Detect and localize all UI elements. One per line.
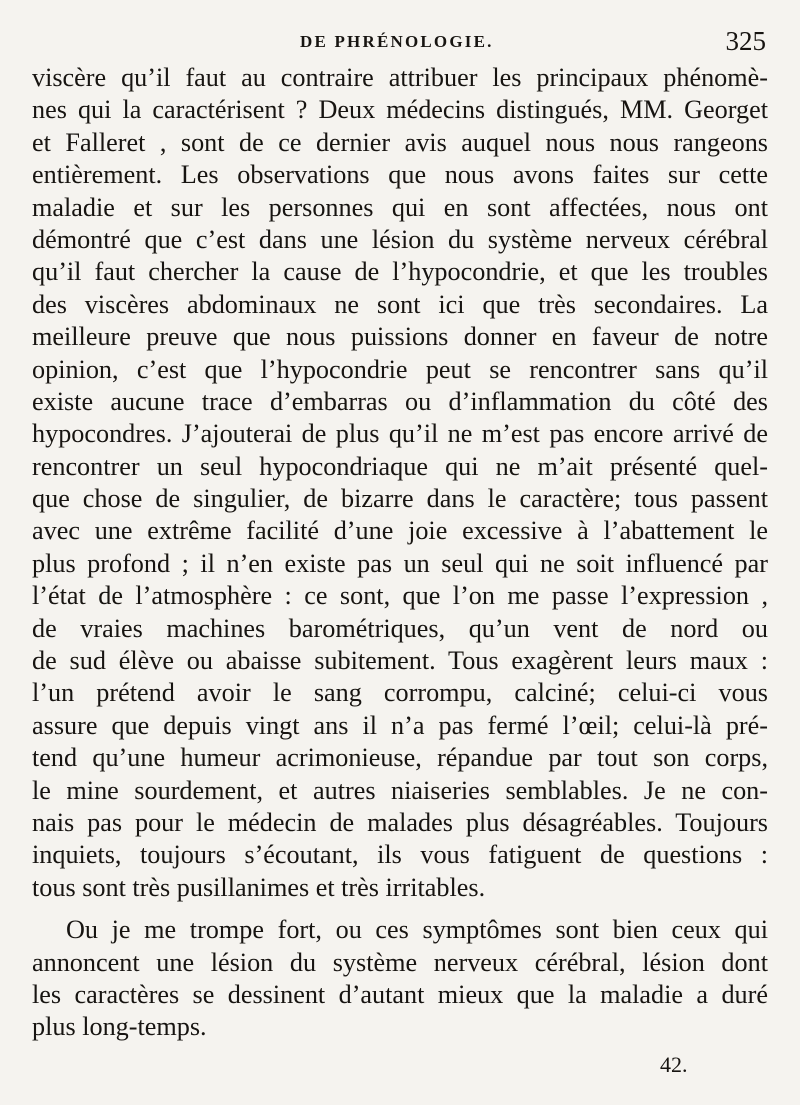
text-line: nais pas pour le médecin de malades plus désagréables. Toujours: [32, 807, 768, 837]
text-line: Ou je me trompe fort, ou ces symptômes sont bien ceux qui: [66, 915, 768, 945]
page-number: 325: [725, 26, 766, 56]
running-title: DE PHRÉNOLOGIE.: [300, 32, 494, 51]
text-line: avec une extrême facilité d’une joie excessive à l’abattement le: [32, 516, 768, 546]
body-text: [32, 62, 768, 1044]
text-line: les caractères se dessinent d’autant mieux que la maladie a duré: [32, 979, 768, 1009]
text-line: démontré que c’est dans une lésion du système nerveux cérébral: [32, 224, 768, 254]
text-line: hypocondres. J’ajouterai de plus qu’il ne m’est pas encore arrivé de: [32, 419, 768, 449]
text-line: le mine sourdement, et autres niaiseries semblables. Je ne con-: [32, 775, 768, 805]
text-line: plus profond ; il n’en existe pas un seul qui ne soit influencé par: [32, 548, 768, 578]
text-line: rencontrer un seul hypocondriaque qui ne m’ait présenté quel-: [32, 451, 768, 481]
text-line: tend qu’une humeur acrimonieuse, répandue par tout son corps,: [32, 743, 768, 773]
text-line: existe aucune trace d’embarras ou d’inflammation du côté des: [32, 386, 768, 416]
text-line: des viscères abdominaux ne sont ici que très secondaires. La: [32, 289, 768, 319]
text-line: annoncent une lésion du système nerveux cérébral, lésion dont: [32, 947, 768, 977]
text-line: l’un prétend avoir le sang corrompu, calciné; celui-ci vous: [32, 678, 768, 708]
page-header: [32, 26, 768, 60]
text-line: entièrement. Les observations que nous avons faites sur cette: [32, 160, 768, 190]
text-line: inquiets, toujours s’écoutant, ils vous fatiguent de questions :: [32, 840, 768, 870]
paragraph-gap: [32, 904, 768, 914]
text-line: que chose de singulier, de bizarre dans le caractère; tous passent: [32, 484, 768, 514]
text-line: de vraies machines barométriques, qu’un vent de nord ou: [32, 613, 768, 643]
text-line: assure que depuis vingt ans il n’a pas fermé l’œil; celui-là pré-: [32, 710, 768, 740]
text-line: viscère qu’il faut au contraire attribuer les principaux phénomè-: [32, 63, 768, 92]
text-line: et Falleret , sont de ce dernier avis auquel nous nous rangeons: [32, 127, 768, 157]
text-line: meilleure preuve que nous puissions donner en faveur de notre: [32, 322, 768, 352]
text-line: plus long-temps.: [32, 1012, 207, 1042]
paragraph-1: [32, 62, 768, 904]
text-line: qu’il faut chercher la cause de l’hypocondrie, et que les troubles: [32, 257, 768, 287]
text-line: l’état de l’atmosphère : ce sont, que l’on me passe l’expression ,: [32, 581, 768, 611]
paragraph-2: [32, 914, 768, 1044]
text-line: tous sont très pusillanimes et très irritables.: [32, 872, 486, 902]
text-line: de sud élève ou abaisse subitement. Tous exagèrent leurs maux :: [32, 646, 768, 676]
text-line: nes qui la caractérisent ? Deux médecins distingués, MM. Georget: [32, 95, 768, 125]
text-line: maladie et sur les personnes qui en sont affectées, nous ont: [32, 192, 768, 222]
signature-mark: 42.: [660, 1052, 688, 1077]
text-line: opinion, c’est que l’hypocondrie peut se rencontrer sans qu’il: [32, 354, 768, 384]
